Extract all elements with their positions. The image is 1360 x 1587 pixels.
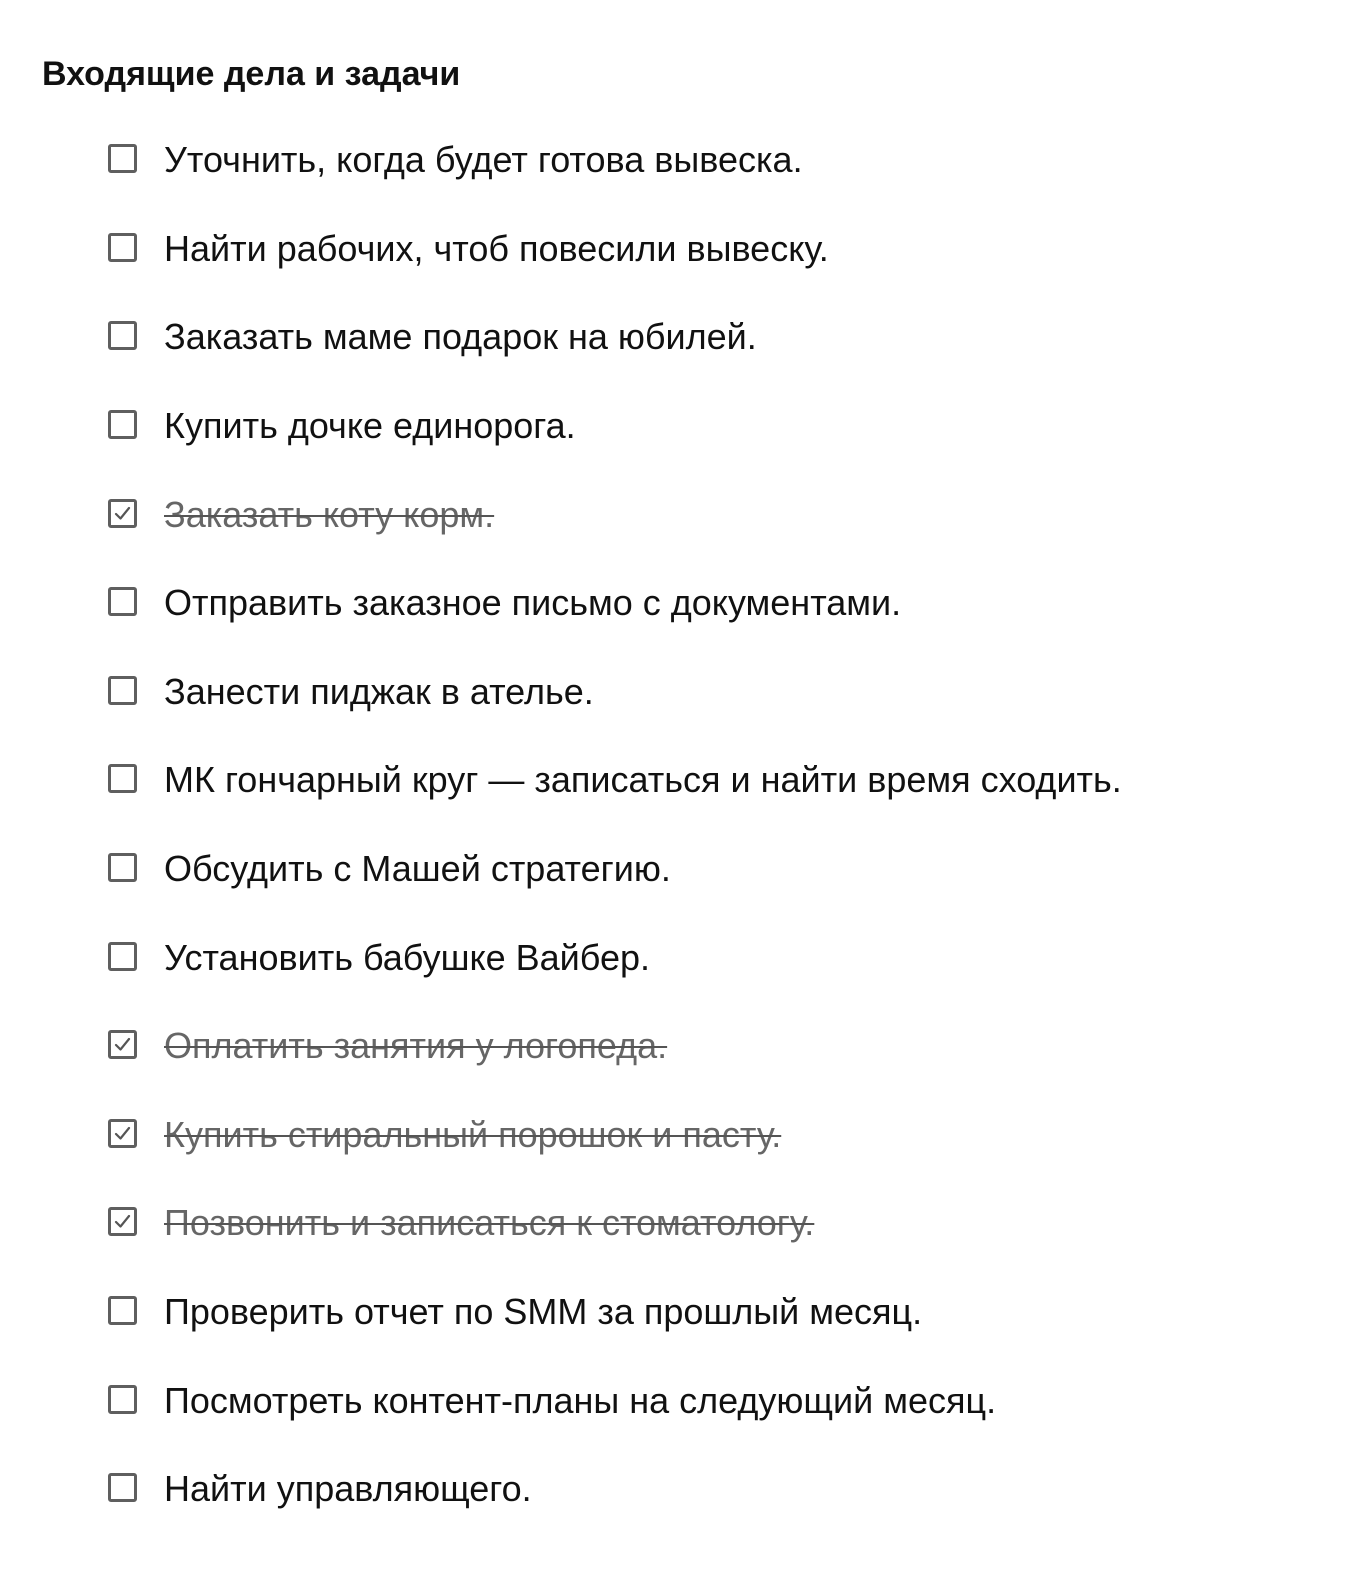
task-label: Заказать коту корм. xyxy=(164,493,495,535)
check-icon xyxy=(113,1212,132,1231)
task-label: МК гончарный круг — записаться и найти время сходить. xyxy=(164,759,1122,801)
task-item xyxy=(0,1091,1360,1180)
task-checkbox[interactable] xyxy=(108,942,137,971)
task-item xyxy=(0,825,1360,914)
task-item xyxy=(0,1356,1360,1445)
task-checkbox[interactable] xyxy=(108,233,137,262)
task-checkbox[interactable] xyxy=(108,853,137,882)
check-icon xyxy=(113,1124,132,1143)
task-item xyxy=(0,1002,1360,1091)
task-item xyxy=(0,116,1360,205)
task-label: Найти управляющего. xyxy=(164,1468,532,1510)
task-checkbox[interactable] xyxy=(108,1473,137,1502)
task-checkbox[interactable] xyxy=(108,321,137,350)
task-label: Отправить заказное письмо с документами. xyxy=(164,582,902,624)
task-checkbox[interactable] xyxy=(108,410,137,439)
task-item xyxy=(0,470,1360,559)
task-item xyxy=(0,293,1360,382)
task-item xyxy=(0,1268,1360,1357)
task-list xyxy=(0,116,1360,1534)
task-label: Посмотреть контент-планы на следующий месяц. xyxy=(164,1379,997,1421)
task-label: Заказать маме подарок на юбилей. xyxy=(164,316,757,358)
task-checkbox[interactable] xyxy=(108,1030,137,1059)
check-icon xyxy=(113,504,132,523)
task-checkbox[interactable] xyxy=(108,144,137,173)
task-checkbox[interactable] xyxy=(108,1119,137,1148)
task-checkbox[interactable] xyxy=(108,1296,137,1325)
task-checkbox[interactable] xyxy=(108,587,137,616)
task-label: Проверить отчет по SMM за прошлый месяц. xyxy=(164,1291,923,1333)
page-title: Входящие дела и задачи xyxy=(42,55,461,93)
task-label: Занести пиджак в ателье. xyxy=(164,670,594,712)
task-label: Найти рабочих, чтоб повесили вывеску. xyxy=(164,227,829,269)
task-label: Обсудить с Машей стратегию. xyxy=(164,848,671,890)
task-item xyxy=(0,913,1360,1002)
task-checkbox[interactable] xyxy=(108,764,137,793)
check-icon xyxy=(113,1035,132,1054)
task-item xyxy=(0,205,1360,294)
task-item xyxy=(0,382,1360,471)
task-label: Установить бабушке Вайбер. xyxy=(164,936,651,978)
task-item xyxy=(0,559,1360,648)
task-checkbox[interactable] xyxy=(108,499,137,528)
task-label: Купить стиральный порошок и пасту. xyxy=(164,1113,782,1155)
task-label: Уточнить, когда будет готова вывеска. xyxy=(164,139,803,181)
task-item xyxy=(0,648,1360,737)
task-label: Позвонить и записаться к стоматологу. xyxy=(164,1202,815,1244)
task-checkbox[interactable] xyxy=(108,1385,137,1414)
task-item xyxy=(0,736,1360,825)
task-checkbox[interactable] xyxy=(108,1207,137,1236)
task-label: Купить дочке единорога. xyxy=(164,405,576,447)
task-label: Оплатить занятия у логопеда. xyxy=(164,1025,668,1067)
task-checkbox[interactable] xyxy=(108,676,137,705)
task-item xyxy=(0,1179,1360,1268)
task-item xyxy=(0,1445,1360,1534)
